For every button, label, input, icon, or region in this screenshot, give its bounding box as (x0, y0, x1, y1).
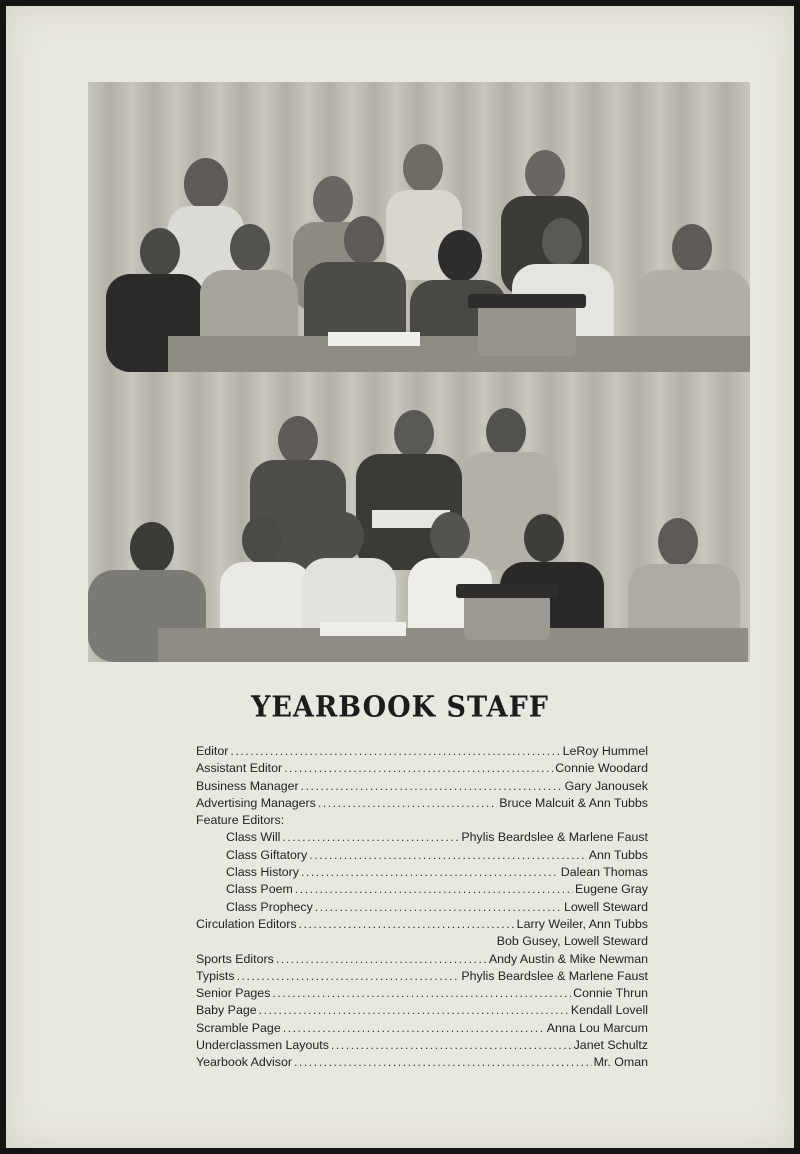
role-label: Typists (196, 968, 235, 983)
staff-name: Janet Schultz (573, 1038, 648, 1053)
roster-row-circulation-editors (196, 917, 648, 934)
staff-name: Dalean Thomas (560, 865, 648, 880)
leader-dots (272, 986, 571, 1000)
staff-name: Phylis Beardslee & Marlene Faust (461, 830, 648, 845)
staff-name: Gary Janousek (564, 778, 648, 793)
role-label: Underclassmen Layouts (196, 1038, 329, 1053)
roster-row-class-history (196, 865, 648, 882)
role-label: Senior Pages (196, 986, 271, 1001)
roster-row-circulation-editors-cont (196, 934, 648, 951)
roster-row-advertising-managers (196, 796, 648, 813)
roster-row-typists (196, 969, 648, 986)
roster-row-assistant-editor (196, 761, 648, 778)
leader-dots (309, 848, 587, 862)
leader-dots (259, 1003, 569, 1017)
section-heading: Feature Editors: (196, 813, 285, 828)
roster-row-baby-page (196, 1003, 648, 1020)
role-label: Circulation Editors (196, 916, 297, 931)
leader-dots (301, 865, 559, 879)
role-label: Class History (226, 865, 299, 880)
leader-dots (237, 969, 460, 983)
staff-name: Anna Lou Marcum (546, 1020, 648, 1035)
staff-photo-bottom (88, 372, 750, 662)
leader-dots (315, 900, 562, 914)
staff-name: Bob Gusey, Lowell Steward (496, 934, 648, 949)
roster-row-class-poem (196, 882, 648, 899)
staff-name: Larry Weiler, Ann Tubbs (516, 916, 648, 931)
staff-name: Kendall Lovell (570, 1003, 648, 1018)
leader-dots (294, 1055, 592, 1069)
leader-dots (283, 1021, 545, 1035)
staff-name: Eugene Gray (574, 882, 648, 897)
role-label: Class Giftatory (226, 847, 308, 862)
roster-row-underclassmen-layouts (196, 1038, 648, 1055)
staff-name: LeRoy Hummel (562, 744, 648, 758)
leader-dots (301, 779, 563, 793)
role-label: Business Manager (196, 778, 299, 793)
leader-dots (299, 917, 515, 931)
role-label: Sports Editors (196, 951, 274, 966)
leader-dots (276, 952, 487, 966)
leader-dots (284, 761, 553, 775)
role-label: Class Prophecy (226, 899, 313, 914)
staff-name: Bruce Malcuit & Ann Tubbs (499, 795, 648, 810)
roster-heading-feature-editors (196, 813, 648, 830)
staff-photo-top (88, 82, 750, 372)
staff-photo-top-image (88, 82, 750, 372)
staff-name: Lowell Steward (563, 899, 648, 914)
role-label: Class Poem (226, 882, 293, 897)
role-label: Assistant Editor (196, 761, 283, 776)
roster-row-editor (196, 744, 648, 761)
staff-name: Connie Thrun (573, 986, 648, 1001)
roster-row-class-prophecy (196, 900, 648, 917)
staff-name: Connie Woodard (555, 761, 648, 776)
roster-row-yearbook-advisor (196, 1055, 648, 1072)
roster-row-business-manager (196, 779, 648, 796)
staff-name: Ann Tubbs (588, 847, 648, 862)
leader-dots (295, 882, 573, 896)
role-label: Advertising Managers (196, 795, 316, 810)
staff-photo-bottom-image (88, 372, 750, 662)
leader-dots (282, 830, 459, 844)
leader-dots (318, 796, 497, 810)
staff-roster (196, 744, 648, 1073)
roster-row-class-will (196, 830, 648, 847)
roster-row-class-giftatory (196, 848, 648, 865)
roster-row-scramble-page (196, 1021, 648, 1038)
staff-name: Phylis Beardslee & Marlene Faust (461, 968, 648, 983)
role-label: Class Will (226, 830, 281, 845)
roster-row-sports-editors (196, 952, 648, 969)
role-label: Yearbook Advisor (196, 1055, 292, 1070)
role-label: Baby Page (196, 1003, 257, 1018)
page-title: YEARBOOK STAFF (251, 690, 549, 725)
staff-name: Mr. Oman (593, 1055, 648, 1070)
staff-name: Andy Austin & Mike Newman (488, 951, 648, 966)
role-label: Editor (196, 744, 229, 758)
role-label: Scramble Page (196, 1020, 281, 1035)
roster-row-senior-pages (196, 986, 648, 1003)
leader-dots (331, 1038, 572, 1052)
leader-dots (230, 744, 560, 758)
